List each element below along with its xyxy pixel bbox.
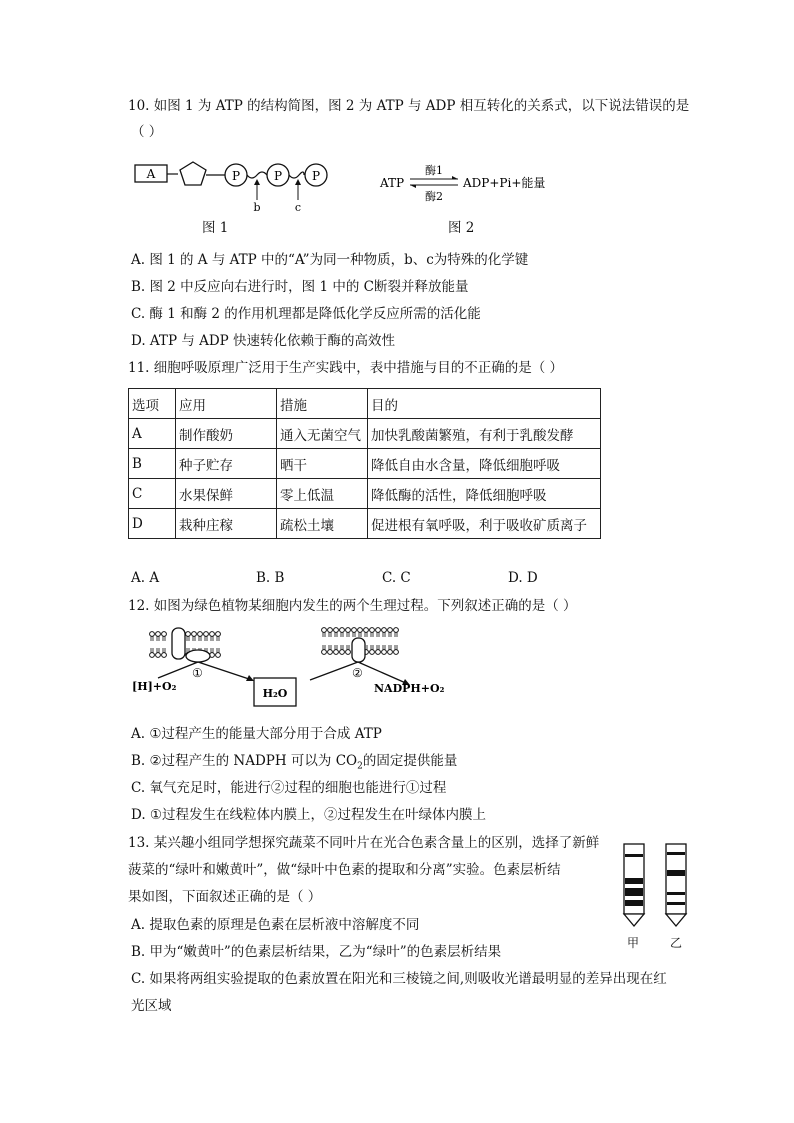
- strip-label-jia: 甲: [627, 936, 640, 950]
- fig2-enzyme1: 酶1: [425, 164, 443, 177]
- table-header-cell: 选项: [129, 389, 176, 419]
- table-cell: D: [129, 509, 176, 539]
- table-cell: 水果保鲜: [176, 479, 277, 509]
- q13-option-b[interactable]: B. 甲为“嫩黄叶”的色素层析结果，乙为“绿叶”的色素层析结果: [131, 944, 502, 960]
- strip-label-yi: 乙: [670, 936, 683, 950]
- fig2-caption: 图 2: [448, 220, 475, 236]
- table-cell: 加快乳酸菌繁殖，有利于乳酸发酵: [368, 419, 601, 449]
- table-cell: 疏松土壤: [277, 509, 368, 539]
- q12-option-b-text: B. ②过程产生的 NADPH 可以为 CO: [131, 753, 358, 769]
- q12-option-b[interactable]: [131, 752, 457, 776]
- q12-option-c[interactable]: C. 氧气充足时，能进行②过程的细胞也能进行①过程: [131, 780, 447, 796]
- table-cell: 降低自由水含量，降低细胞呼吸: [368, 449, 601, 479]
- process-1-label: ①: [192, 666, 203, 680]
- atp-structure-figure: [130, 155, 340, 215]
- q13-stem-line1: 13. 某兴趣小组同学想探究蔬菜不同叶片在光合色素含量上的区别，选择了新鲜: [128, 835, 600, 851]
- table-cell: 制作酸奶: [176, 419, 277, 449]
- q13-option-c[interactable]: C. 如果将两组实验提取的色素放置在阳光和三棱镜之间,则吸收光谱最明显的差异出现在红: [131, 971, 667, 987]
- fig2-products: ADP+Pi+能量: [463, 176, 546, 190]
- right-product-label: NADPH+O₂: [374, 682, 445, 695]
- table-cell: 晒干: [277, 449, 368, 479]
- left-reactant-label: [H]+O₂: [132, 680, 177, 693]
- left-membrane: [150, 628, 221, 662]
- q12-option-b-text-end: 的固定提供能量: [362, 753, 458, 769]
- fig1-box-label: A: [146, 167, 156, 181]
- q10-stem: 10. 如图 1 为 ATP 的结构简图，图 2 为 ATP 与 ADP 相互转化的关系式，以下说法错误的是: [128, 98, 690, 114]
- q11-option-c[interactable]: C. C: [382, 570, 411, 586]
- q10-option-a[interactable]: A. 图 1 的 A 与 ATP 中的“A”为同一种物质，b、c为特殊的化学键: [131, 252, 529, 268]
- q13-stem-line2: 菠菜的“绿叶和嫩黄叶”，做“绿叶中色素的提取和分离”实验。色素层析结: [128, 862, 561, 878]
- q10-option-b[interactable]: B. 图 2 中反应向右进行时，图 1 中的 C断裂并释放能量: [131, 279, 469, 295]
- q11-option-a[interactable]: A. A: [131, 570, 160, 586]
- q11-option-d[interactable]: D. D: [508, 570, 538, 586]
- fig1-phosphate-1: P: [231, 169, 241, 183]
- fig1-phosphate-3: P: [311, 169, 321, 183]
- fig2-atp: ATP: [380, 176, 405, 190]
- fig1-label-c: c: [294, 201, 302, 214]
- fig1-phosphate-2: P: [273, 169, 283, 183]
- table-cell: A: [129, 419, 176, 449]
- fig1-label-b: b: [253, 201, 261, 214]
- table-cell: 降低酶的活性，降低细胞呼吸: [368, 479, 601, 509]
- q10-answer-blank: （ ）: [131, 124, 163, 140]
- table-cell: 种子贮存: [176, 449, 277, 479]
- table-row: [129, 509, 601, 539]
- table-row: [129, 419, 601, 449]
- table-cell: C: [129, 479, 176, 509]
- membrane-process-diagram: [130, 622, 460, 712]
- q12-option-a[interactable]: A. ①过程产生的能量大部分用于合成 ATP: [131, 726, 382, 742]
- table-header-cell: 应用: [176, 389, 277, 419]
- q10-option-d[interactable]: D. ATP 与 ADP 快速转化依赖于酶的高效性: [131, 333, 396, 349]
- table-header-cell: 措施: [277, 389, 368, 419]
- right-membrane: [322, 628, 399, 662]
- q11-stem: 11. 细胞呼吸原理广泛用于生产实践中，表中措施与目的不正确的是（ ）: [128, 360, 564, 376]
- table-row: [129, 479, 601, 509]
- table-cell: 促进根有氧呼吸，利于吸收矿质离子: [368, 509, 601, 539]
- strip-jia: [624, 844, 644, 926]
- table-row: [129, 449, 601, 479]
- table-cell: B: [129, 449, 176, 479]
- fig2-enzyme2: 酶2: [425, 190, 443, 203]
- process-2-label: ②: [352, 666, 363, 680]
- q12-option-d[interactable]: D. ①过程发生在线粒体内膜上，②过程发生在叶绿体内膜上: [131, 807, 487, 823]
- q13-stem-line3: 果如图，下面叙述正确的是（ ）: [128, 889, 322, 905]
- table-header-cell: 目的: [368, 389, 601, 419]
- atp-adp-equation-figure: [378, 160, 558, 206]
- table-cell: 零上低温: [277, 479, 368, 509]
- chromatography-strips: [618, 840, 693, 940]
- q13-option-a[interactable]: A. 提取色素的原理是色素在层析液中溶解度不同: [131, 917, 420, 933]
- strip-yi: [666, 844, 686, 926]
- q12-stem: 12. 如图为绿色植物某细胞内发生的两个生理过程。下列叙述正确的是（ ）: [128, 598, 577, 614]
- q11-option-b[interactable]: B. B: [256, 570, 285, 586]
- q13-option-c-continued: 光区域: [131, 998, 172, 1014]
- table-cell: 通入无菌空气: [277, 419, 368, 449]
- water-label: H₂O: [262, 687, 288, 700]
- q10-option-c[interactable]: C. 酶 1 和酶 2 的作用机理都是降低化学反应所需的活化能: [131, 306, 481, 322]
- q11-table: [128, 388, 601, 539]
- subscript: 2: [357, 761, 363, 772]
- table-cell: 栽种庄稼: [176, 509, 277, 539]
- fig1-caption: 图 1: [202, 220, 229, 236]
- table-header-row: [129, 389, 601, 419]
